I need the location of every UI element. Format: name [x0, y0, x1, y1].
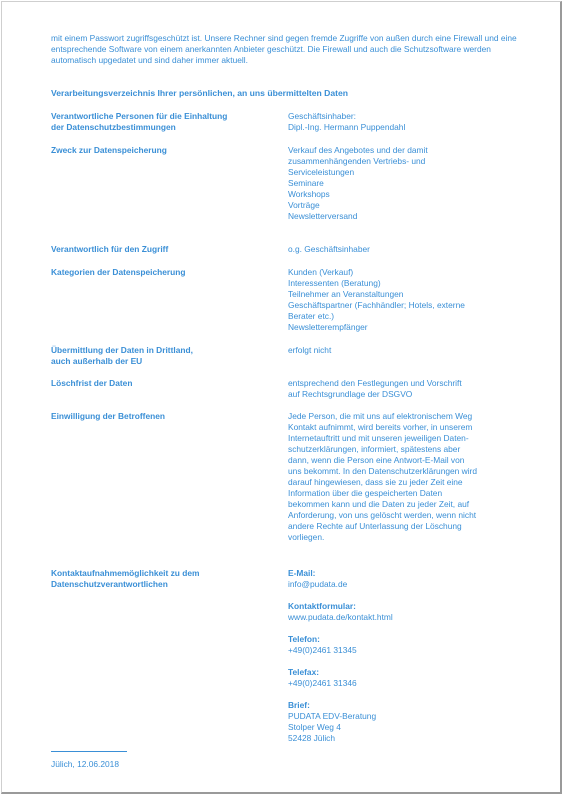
intro-paragraph: mit einem Passwort zugriffsgeschützt ist. Unsere Rechner sind gegen fremde Zugriffe von außen durch eine Firewall und eine entsprechende Software von einem anerkannten Anbieter geschützt. Die Firewall und auch die Schutzsoftware werden automatisch upgedatet und sind daher immer aktuell. — [51, 33, 517, 65]
row-value: Kunden (Verkauf) Interessenten (Beratung) Teilnehmer an Veranstaltungen Geschäftspartner (Fachhändler; Hotels, externe Berater etc.) Newsletterempfänger — [288, 267, 465, 332]
contact-letter: Brief: PUDATA EDV-Beratung Stolper Weg 4 52428 Jülich — [288, 700, 377, 743]
row-label: Einwilligung der Betroffenen — [51, 411, 165, 421]
row-label: Kategorien der Datenspeicherung — [51, 267, 186, 277]
row-label: Verantwortlich für den Zugriff — [51, 244, 169, 254]
row-value: o.g. Geschäftsinhaber — [288, 244, 370, 254]
row-value: erfolgt nicht — [288, 345, 332, 355]
row-label: Kontaktaufnahmemöglichkeit zu dem Datenschutzverantwortlichen — [51, 568, 200, 589]
row-label: Zweck zur Datenspeicherung — [51, 145, 167, 155]
contact-phone: Telefon: +49(0)2461 31345 — [288, 634, 357, 655]
contact-form-link[interactable]: www.pudata.de/kontakt.html — [288, 612, 393, 622]
signature-line — [51, 751, 127, 752]
email-link[interactable]: info@pudata.de — [288, 579, 348, 589]
row-label: Übermittlung der Daten in Drittland, auch außerhalb der EU — [51, 345, 193, 366]
row-value: Jede Person, die mit uns auf elektronischem Weg Kontakt aufnimmt, wird bereits vorher, in unserem Internetauftritt und mit unseren jeweiligen Daten- schutzerklärungen, informiert, spätestens aber dann, wenn die Person eine Antwort-E-Mail von uns bekommt. In den Datenschutzerklärungen wird darauf hingewiesen, dass sie zu jeder Zeit eine Information über die gespeicherten Daten bekommen kann und die Daten zu jeder Zeit, auf Anforderung, von uns gelöscht werden, wenn nicht andere Rechte auf Unterlassung der Löschung vorliegen. — [288, 411, 478, 542]
row-value: entsprechend den Festlegungen und Vorschrift auf Rechtsgrundlage der DSGVO — [288, 378, 462, 399]
contact-email: E-Mail: info@pudata.de — [288, 568, 512, 590]
row-value: Verkauf des Angebotes und der damit zusammenhängenden Vertriebs- und Serviceleistungen Seminare Workshops Vorträge Newsletterversand — [288, 145, 428, 221]
contact-form: Kontaktformular: www.pudata.de/kontakt.html — [288, 601, 512, 623]
section-heading: Verarbeitungsverzeichnis Ihrer persönlichen, an uns übermittelten Daten — [51, 88, 349, 98]
row-value: Geschäftsinhaber: Dipl.-Ing. Hermann Puppendahl — [288, 111, 406, 132]
contact-fax: Telefax: +49(0)2461 31346 — [288, 667, 357, 688]
place-date: Jülich, 12.06.2018 — [51, 759, 119, 769]
contact-details — [288, 568, 512, 755]
row-label: Verantwortliche Personen für die Einhaltung der Datenschutzbestimmungen — [51, 111, 228, 132]
row-label: Löschfrist der Daten — [51, 378, 133, 388]
